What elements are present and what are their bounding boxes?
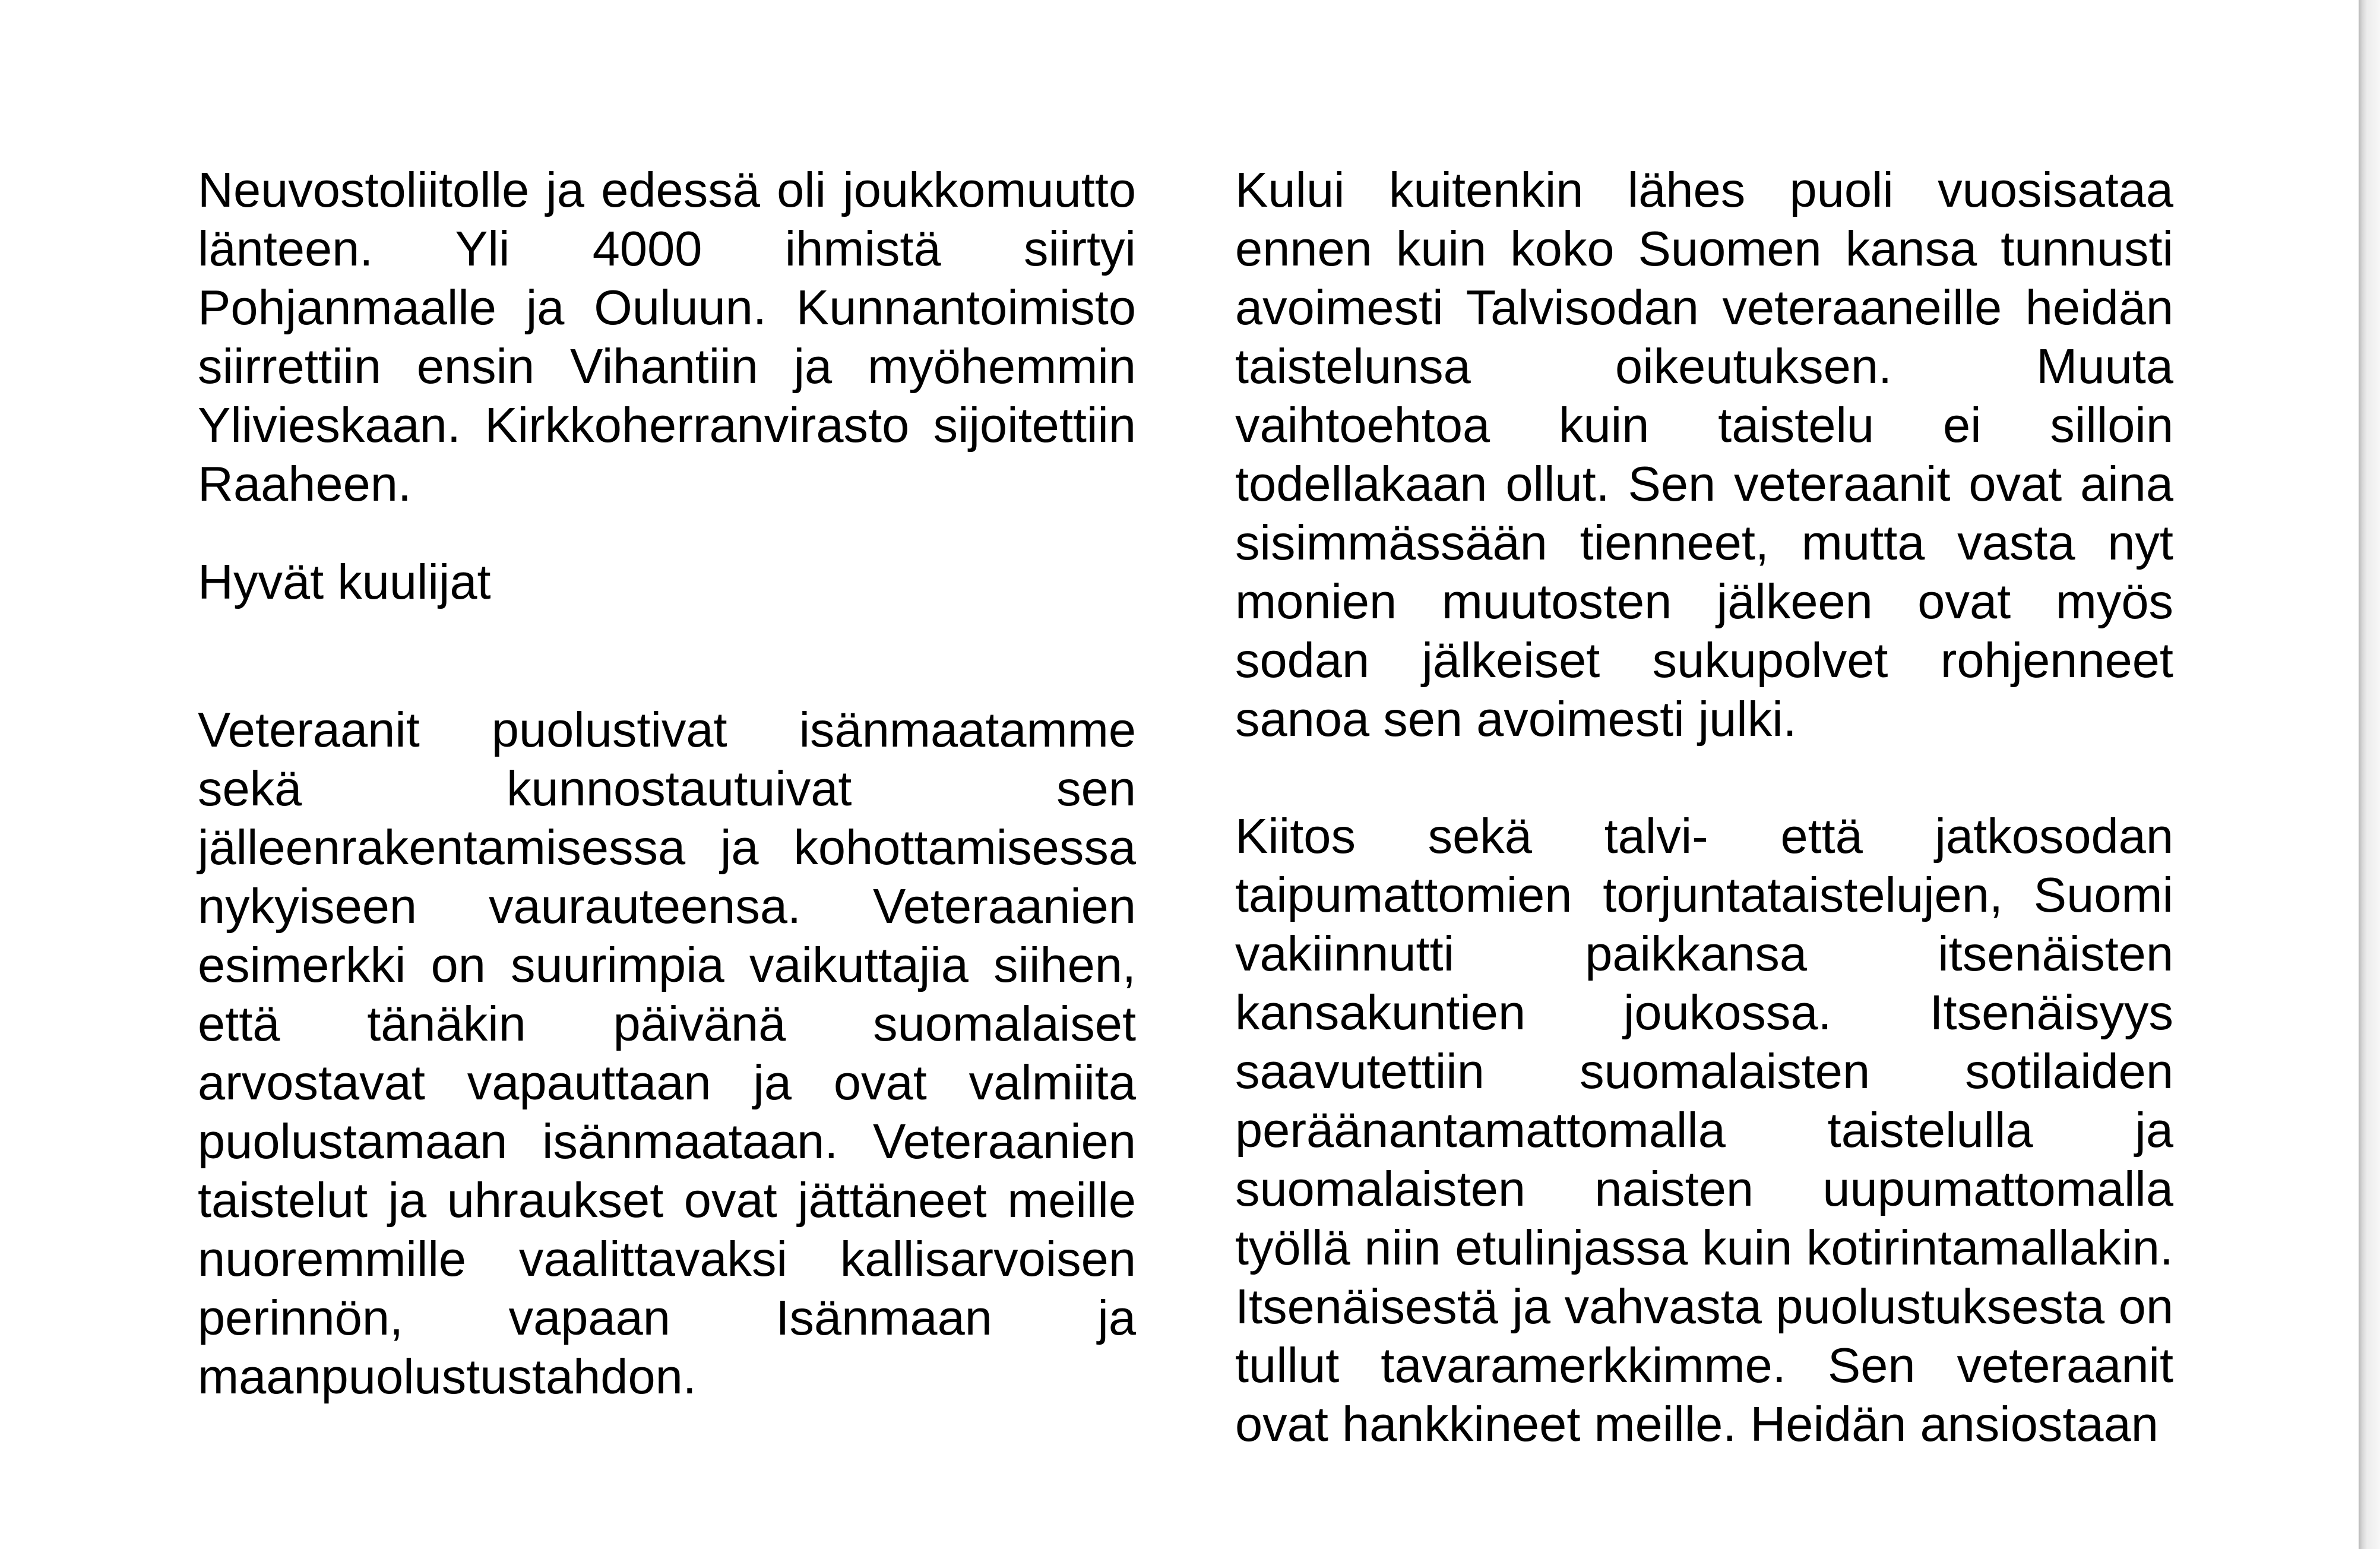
right-column: [1235, 160, 2173, 1453]
paragraph-spacer: [198, 513, 1136, 552]
right-paragraph-2: Kiitos sekä talvi- että jatkosodan taipumattomien torjuntataistelujen, Suomi vakiinnutti paikkansa itsenäisten kansakuntien joukossa. Itsenäisyys saavutettiin suomalaisten sotilaiden peräänantamattomalla taistelulla ja suomalaisten naisten uupumattomalla työllä niin etulinjassa kuin kotirintamallakin. Itsenäisestä ja vahvasta puolustuksesta on tullut tavaramerkkimme. Sen veteraanit ovat hankkineet meille. Heidän ansiostaan: [1235, 808, 2173, 1452]
left-paragraph-1: Neuvostoliitolle ja edessä oli joukkomuutto länteen. Yli 4000 ihmistä siirtyi Pohjanmaalle ja Ouluun. Kunnantoimisto siirrettiin ensin Vihantiin ja myöhemmin Ylivieskaan. Kirkkoherranvirasto sijoitettiin Raaheen.: [198, 162, 1136, 511]
right-paragraph-1: Kului kuitenkin lähes puoli vuosisataa ennen kuin koko Suomen kansa tunnusti avoimesti Talvisodan veteraaneille heidän taistelunsa oikeutuksen. Muuta vaihtoehtoa kuin taistelu ei silloin todellakaan ollut. Sen veteraanit ovat aina sisimmässään tienneet, mutta vasta nyt monien muutosten jälkeen ovat myös sodan jälkeiset sukupolvet rohjenneet sanoa sen avoimesti julki.: [1235, 162, 2173, 747]
page-edge-shadow: [2359, 0, 2380, 1549]
section-heading: Hyvät kuulijat: [198, 554, 491, 609]
paragraph-spacer: [198, 611, 1136, 700]
left-paragraph-2: Veteraanit puolustivat isänmaatamme sekä kunnostautuivat sen jälleenrakentamisessa ja kohottamisessa nykyiseen vaurauteensa. Veteraanien esimerkki on suurimpia vaikuttajia siihen, että tänäkin päivänä suomalaiset arvostavat vapauttaan ja ovat valmiita puolustamaan isänmaataan. Veteraanien taistelut ja uhraukset ovat jättäneet meille nuoremmille vaalittavaksi kallisarvoisen perinnön, vapaan Isänmaan ja maanpuolustustahdon.: [198, 702, 1136, 1404]
left-column: [198, 160, 1136, 1406]
paragraph-spacer: [1235, 748, 2173, 807]
